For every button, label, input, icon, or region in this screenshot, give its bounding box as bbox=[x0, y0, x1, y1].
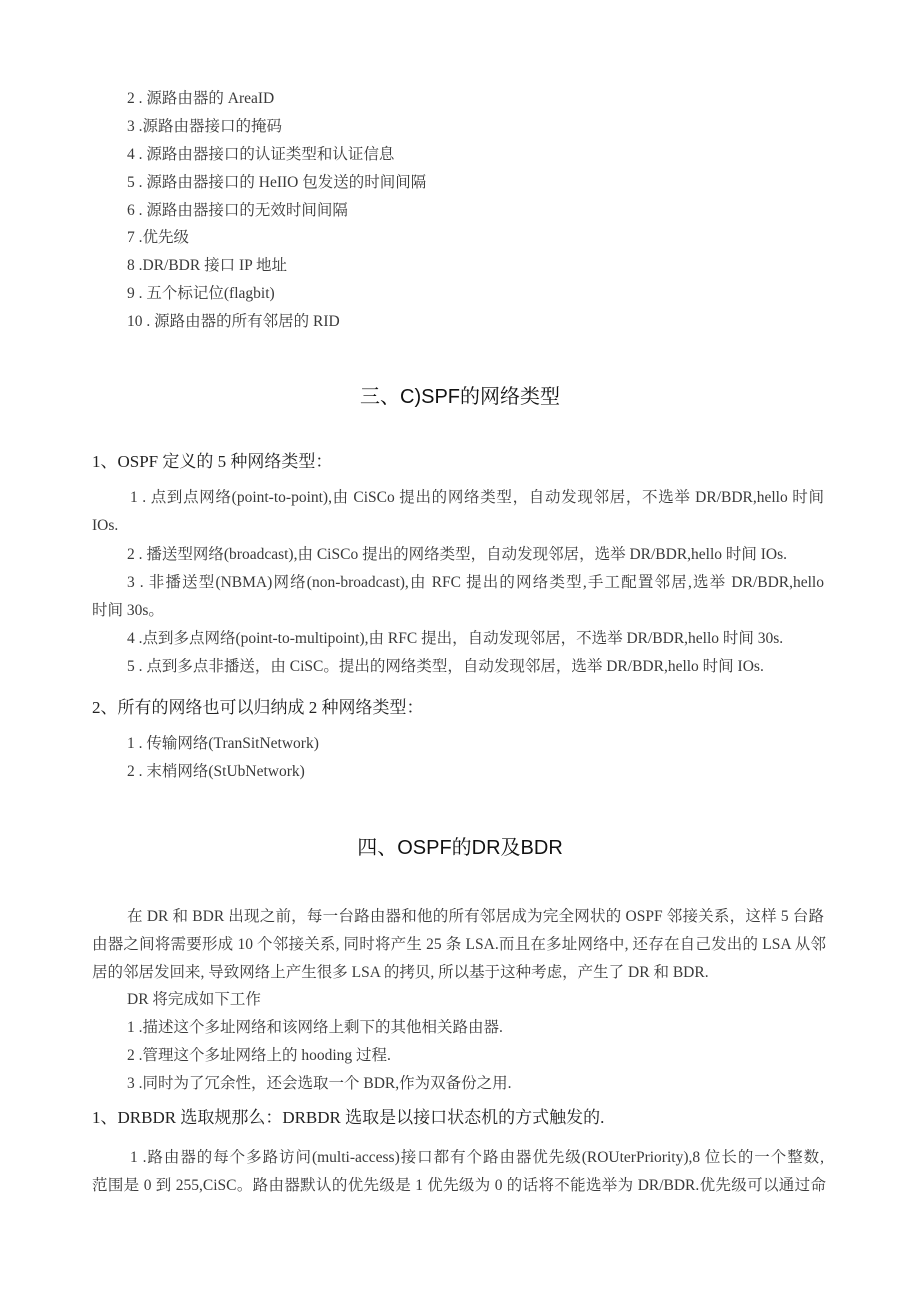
category-item: 1 . 传输网络(TranSitNetwork) bbox=[127, 735, 319, 752]
field-item: 10 . 源路由器的所有邻居的 RID bbox=[127, 313, 340, 330]
field-item: 7 .优先级 bbox=[127, 229, 190, 246]
category-item: 2 . 末梢网络(StUbNetwork) bbox=[127, 763, 305, 780]
field-item: 4 . 源路由器接口的认证类型和认证信息 bbox=[127, 146, 395, 163]
network-type-item-cont: IOs. bbox=[92, 517, 119, 534]
network-type-item: 4 .点到多点网络(point-to-multipoint),由 RFC 提出，自动发现邻居，不选举 DR/BDR,hello 时间 30s. bbox=[127, 630, 784, 647]
section-heading: 四、OSPF的DR及BDR bbox=[357, 837, 563, 859]
field-item: 9 . 五个标记位(flagbit) bbox=[127, 285, 275, 302]
field-item: 6 . 源路由器接口的无效时间间隔 bbox=[127, 202, 348, 219]
paragraph-line: 在 DR 和 BDR 出现之前，每一台路由器和他的所有邻居成为完全网状的 OSPF 邻接关系，这样 5 台路 bbox=[127, 908, 824, 925]
field-item: 2 . 源路由器的 AreaID bbox=[127, 90, 275, 107]
work-item: 1 .描述这个多址网络和该网络上剩下的其他相关路由器. bbox=[127, 1019, 503, 1036]
network-type-item: 5 . 点到多点非播送，由 CiSC。提出的网络类型，自动发现邻居，选举 DR/BDR,hello 时间 IOs. bbox=[127, 658, 764, 675]
dr-work-label: DR 将完成如下工作 bbox=[127, 991, 261, 1008]
paragraph-line: 1 .路由器的每个多路访问(multi-access)接口都有个路由器优先级(ROUterPriority),8 位长的一个整数, bbox=[130, 1149, 824, 1166]
network-type-item: 1 . 点到点网络(point-to-point),由 CiSCo 提出的网络类型，自动发现邻居，不选举 DR/BDR,hello 时间 bbox=[130, 489, 824, 506]
field-item: 5 . 源路由器接口的 HeIIO 包发送的时间间隔 bbox=[127, 174, 427, 191]
subheading: 1、DRBDR 选取规那么：DRBDR 选取是以接口状态机的方式触发的. bbox=[92, 1108, 605, 1127]
section-heading: 三、C)SPF的网络类型 bbox=[360, 386, 560, 408]
paragraph-line: 居的邻居发回来, 导致网络上产生很多 LSA 的拷贝, 所以基于这种考虑，产生了 DR 和 BDR. bbox=[92, 964, 709, 981]
field-item: 8 .DR/BDR 接口 IP 地址 bbox=[127, 257, 288, 274]
network-type-item-cont: 时间 30s。 bbox=[92, 602, 164, 619]
network-type-item: 2 . 播送型网络(broadcast),由 CiSCo 提出的网络类型，自动发现邻居，选举 DR/BDR,hello 时间 IOs. bbox=[127, 546, 788, 563]
paragraph-line: 范围是 0 到 255,CiSC。路由器默认的优先级是 1 优先级为 0 的话将不能选举为 DR/BDR.优先级可以通过命 bbox=[92, 1177, 826, 1194]
field-item: 3 .源路由器接口的掩码 bbox=[127, 118, 283, 135]
subheading: 1、OSPF 定义的 5 种网络类型： bbox=[92, 452, 333, 471]
work-item: 3 .同时为了冗余性，还会选取一个 BDR,作为双备份之用. bbox=[127, 1075, 512, 1092]
subheading: 2、所有的网络也可以归纳成 2 种网络类型： bbox=[92, 698, 424, 717]
work-item: 2 .管理这个多址网络上的 hooding 过程. bbox=[127, 1047, 391, 1064]
paragraph-line: 由器之间将需要形成 10 个邻接关系, 同时将产生 25 条 LSA.而且在多址网络中, 还存在自己发出的 LSA 从邻 bbox=[92, 936, 826, 953]
network-type-item: 3 . 非播送型(NBMA)网络(non-broadcast),由 RFC 提出的网络类型,手工配置邻居,选举 DR/BDR,hello bbox=[127, 574, 824, 591]
